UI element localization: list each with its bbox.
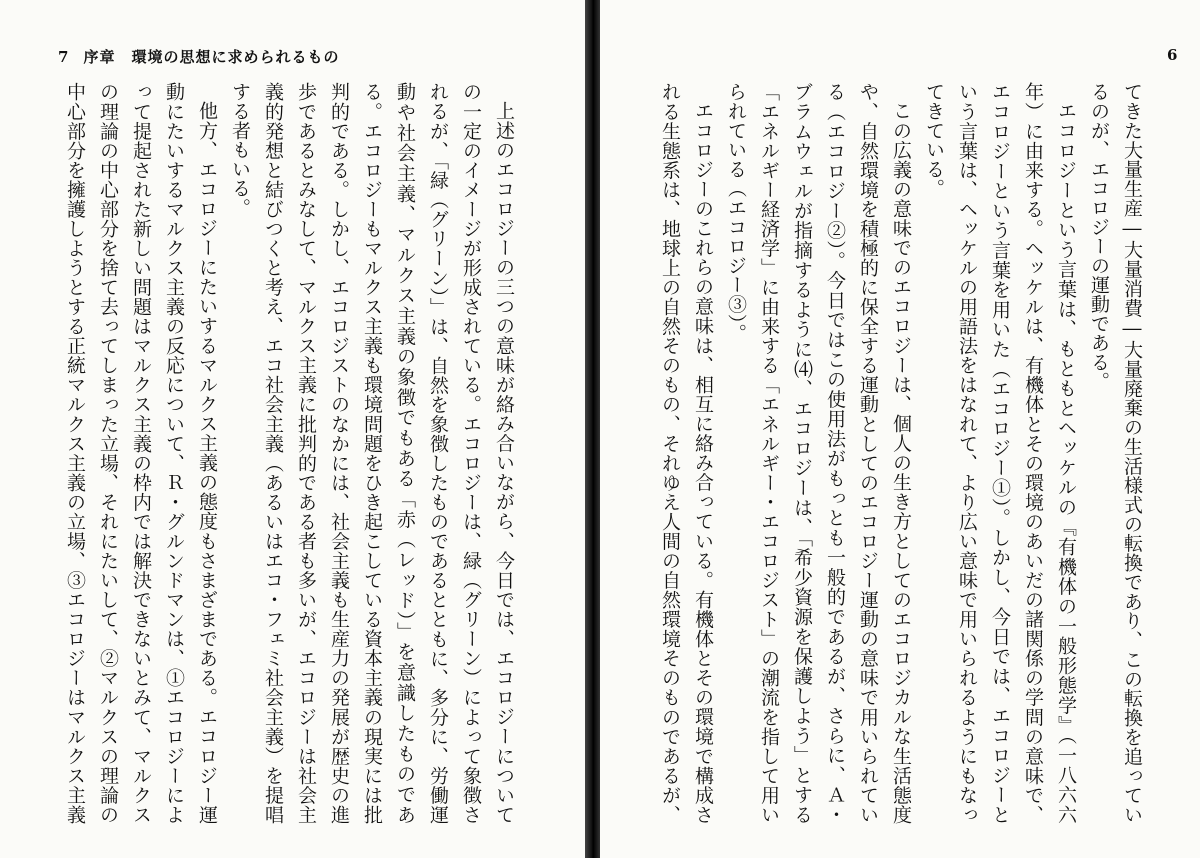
paragraph: この広義の意味でのエコロジーは、個人の生き方としてのエコロジカルな生活態度や、自然環境を積極的に保全する運動としてのエコロジー運動の意味で用いられている（エコロジー②）。今日ではこの使用法がもっとも一般的であるが、さらに、Ａ・ブラムウェルが指摘するように⑷、エコロジーは、「希少資源を保護しよう」とする「エネルギー経済学」に由来する「エネルギー・エコロジスト」の潮流を指して用いられている（エコロジー③）。 xyxy=(725,82,912,824)
left-page-body xyxy=(60,82,520,824)
paragraph: 上述のエコロジーの三つの意味が絡み合いながら、今日では、エコロジーについての一定のイメージが形成されている。エコロジーは、緑（グリーン）によって象徴されるが、「緑（グリーン）」は、自然を象徴したものであるとともに、多分に、労働運動や社会主義、マルクス主義の象徴でもある「赤（レッド）」を意識したものである。エコロジーもマルクス主義も環境問題をひき起こしている資本主義の現実には批判的である。しかし、エコロジストのなかには、社会主義も生産力の発展が歴史の進歩であるとみなして、マルクス主義に批判的である者も多いが、エコロジーは社会主義的発想と結びつくと考え、エコ社会主義（あるいはエコ・フェミ社会主義）を提唱する者もいる。 xyxy=(229,82,515,824)
right-page-body xyxy=(648,82,1148,824)
paragraph: 他方、エコロジーにたいするマルクス主義の態度もさまざまである。エコロジー運動にたいするマルクス主義の反応について、Ｒ・グルンドマンは、①エコロジーによって提起された新しい問題はマルクス主義の枠内では解決できないとみて、マルクスの理論の中心部分を捨て去ってしまった立場、それにたいして、②マルクスの理論の中心部分を擁護しようとする正統マルクス主義の立場、③エコロジーはマルクス主義 xyxy=(64,82,218,824)
right-page-number: 6 xyxy=(1167,46,1179,64)
left-page xyxy=(0,0,585,858)
left-page-number: 7 xyxy=(58,48,70,66)
paragraph: エコロジーのこれらの意味は、相互に絡み合っている。有機体とその環境で構成される生態系は、地球上の自然そのもの、それゆえ人間の自然環境そのものであるが、 xyxy=(659,82,714,824)
book-gutter xyxy=(585,0,600,858)
right-page xyxy=(600,0,1200,858)
left-page-header xyxy=(58,46,339,67)
paragraph: エコロジーという言葉は、もともとヘッケルの『有機体の一般形態学』（一八六六年）に由来する。ヘッケルは、有機体とその環境のあいだの諸関係の学問の意味で、エコロジーという言葉を用いた（エコロジー①）。しかし、今日では、エコロジーという言葉は、ヘッケルの用語法をはなれて、より広い意味で用いられるようにもなってきている。 xyxy=(923,82,1077,824)
running-head: 序章 環境の思想に求められるもの xyxy=(83,48,340,66)
paragraph: てきた大量生産―大量消費―大量廃棄の生活様式の転換であり、この転換を追っているのが、エコロジーの運動である。 xyxy=(1088,82,1143,824)
